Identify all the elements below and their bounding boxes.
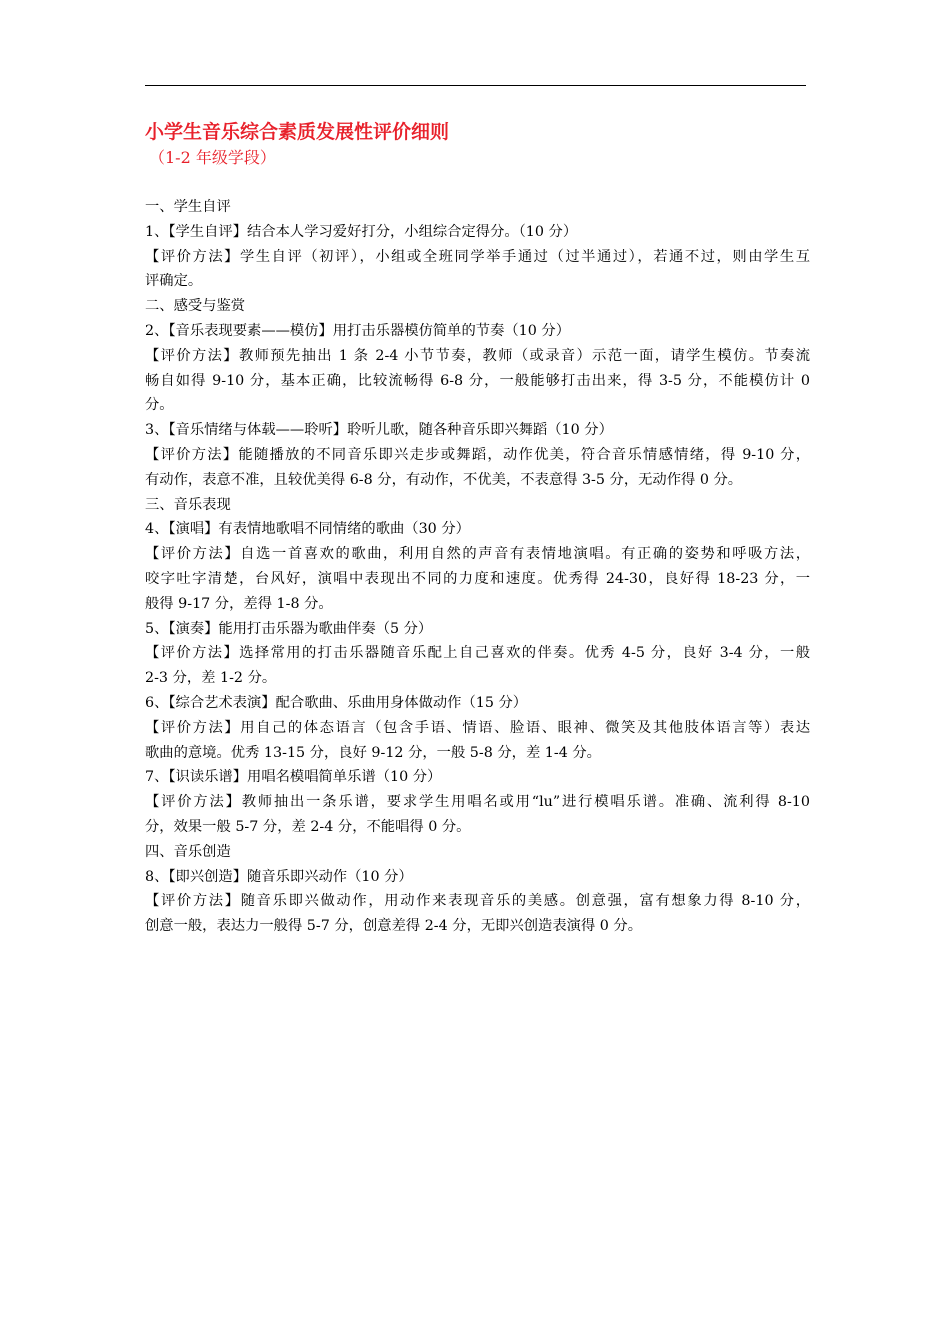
document-line: 创意一般，表达力一般得 5-7 分，创意差得 2-4 分，无即兴创造表演得 0 分。 (145, 918, 643, 935)
document-line: 2、【音乐表现要素——模仿】用打击乐器模仿简单的节奏（10 分） (145, 322, 570, 339)
document-subtitle: （1-2 年级学段） (149, 148, 276, 167)
document-line: 2-3 分，差 1-2 分。 (145, 670, 277, 687)
document-line: 分，效果一般 5-7 分，差 2-4 分，不能唱得 0 分。 (145, 818, 471, 835)
document-line: 咬字吐字清楚，台风好，演唱中表现出不同的力度和速度。优秀得 24-30，良好得 18-23 分，一 (145, 570, 810, 587)
document-line: 一、学生自评 (145, 199, 231, 215)
document-content (145, 195, 810, 939)
document-body (145, 118, 810, 939)
document-line: 【评价方法】选择常用的打击乐器随音乐配上自己喜欢的伴奏。优秀 4-5 分，良好 3-4 分，一般 (145, 645, 810, 662)
document-line: 【评价方法】自选一首喜欢的歌曲，利用自然的声音有表情地演唱。有正确的姿势和呼吸方法， (145, 546, 810, 563)
document-line: 6、【综合艺术表演】配合歌曲、乐曲用身体做动作（15 分） (145, 694, 528, 711)
document-line: 【评价方法】随音乐即兴做动作，用动作来表现音乐的美感。创意强，富有想象力得 8-10 分， (145, 893, 810, 910)
document-line: 有动作，表意不准，且较优美得 6-8 分，有动作，不优美，不表意得 3-5 分，无动作得 0 分。 (145, 471, 743, 488)
document-line: 5、【演奏】能用打击乐器为歌曲伴奏（5 分） (145, 620, 433, 637)
document-line: 三、音乐表现 (145, 496, 231, 513)
document-line: 7、【识读乐谱】用唱名模唱简单乐谱（10 分） (145, 769, 442, 786)
document-line: 1、【学生自评】结合本人学习爱好打分，小组综合定得分。（10 分） (145, 223, 578, 240)
header-rule (145, 85, 806, 86)
document-line: 3、【音乐情绪与体载——聆听】聆听儿歌，随各种音乐即兴舞蹈（10 分） (145, 422, 613, 439)
document-line: 【评价方法】教师预先抽出 1 条 2-4 小节节奏，教师（或录音）示范一面，请学生模仿。节奏流 (145, 347, 810, 364)
document-line: 四、音乐创造 (145, 843, 231, 860)
document-line: 二、感受与鉴赏 (145, 298, 246, 315)
document-line: 【评价方法】用自己的体态语言（包含手语、情语、脸语、眼神、微笑及其他肢体语言等）表达 (145, 719, 810, 736)
document-line: 评确定。 (145, 273, 203, 290)
document-title: 小学生音乐综合素质发展性评价细则 (145, 121, 450, 143)
document-line: 【评价方法】能随播放的不同音乐即兴走步或舞蹈，动作优美，符合音乐情感情绪，得 9-10 分， (145, 446, 810, 463)
document-line: 8、【即兴创造】随音乐即兴动作（10 分） (145, 868, 413, 885)
document-line: 畅自如得 9-10 分，基本正确，比较流畅得 6-8 分，一般能够打击出来，得 3-5 分，不能模仿计 0 (145, 372, 810, 389)
document-line: 【评价方法】学生自评（初评），小组或全班同学举手通过（过半通过），若通不过，则由学生互 (145, 248, 810, 265)
document-line: 4、【演唱】有表情地歌唱不同情绪的歌曲（30 分） (145, 521, 470, 538)
document-line: 般得 9-17 分，差得 1-8 分。 (145, 595, 333, 612)
document-line: 分。 (145, 397, 174, 414)
document-line: 【评价方法】教师抽出一条乐谱，要求学生用唱名或用“lu”进行模唱乐谱。准确、流利得 8-10 (145, 794, 810, 811)
document-line: 歌曲的意境。优秀 13-15 分，良好 9-12 分，一般 5-8 分，差 1-4 分。 (145, 744, 601, 761)
